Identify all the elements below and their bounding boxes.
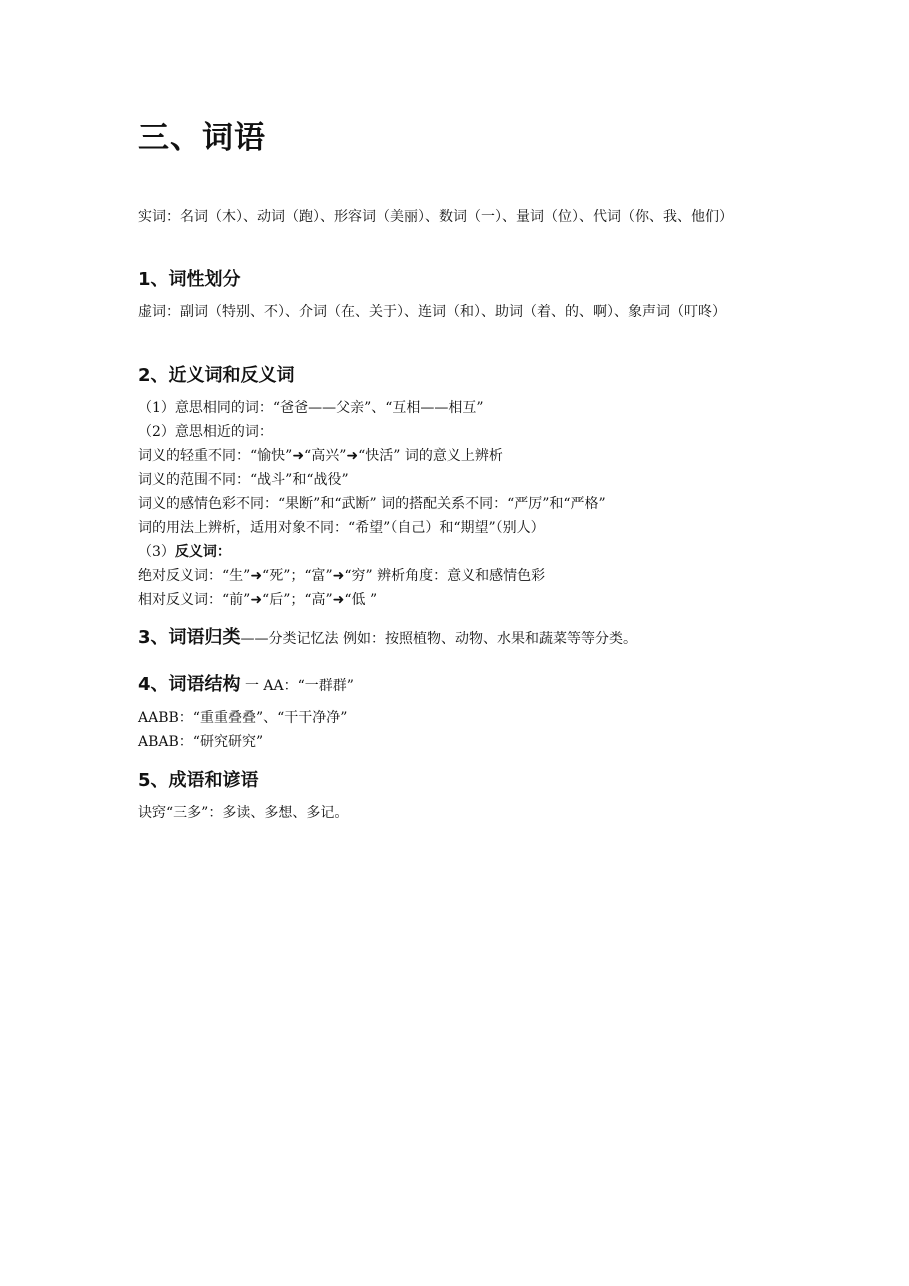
section-1-heading: 1、词性划分 xyxy=(138,269,241,290)
section-3-heading xyxy=(138,623,637,649)
section-4-heading xyxy=(138,670,354,696)
intro-text: 实词：名词（木）、动词（跑）、形容词（美丽）、数词（一）、量词（位）、代词（你、我、他们） xyxy=(138,209,733,225)
section-4-title: 4、词语结构 xyxy=(138,674,241,695)
antonym-prefix: （3） xyxy=(138,544,175,560)
section-2-line: 词义的范围不同：“战斗”和“战役” xyxy=(138,472,349,488)
section-2-heading: 2、近义词和反义词 xyxy=(138,365,295,386)
section-3-title: 3、词语归类 xyxy=(138,627,241,648)
section-2-line: （2）意思相近的词： xyxy=(138,424,273,440)
section-2-line: 词的用法上辨析，适用对象不同：“希望”（自己）和“期望”（别人） xyxy=(138,520,545,536)
section-2-line: （1）意思相同的词：“爸爸——父亲”、“互相——相互” xyxy=(138,400,484,416)
section-5-heading: 5、成语和谚语 xyxy=(138,770,259,791)
antonym-line: 相对反义词：“前”➜“后”；“高”➜“低 ” xyxy=(138,592,378,608)
section-1-text: 虚词：副词（特别、不）、介词（在、关于）、连词（和）、助词（着、的、啊）、象声词（叮咚） xyxy=(138,304,726,320)
section-5-text: 诀窍“三多”：多读、多想、多记。 xyxy=(138,805,349,821)
section-2-line: 词义的感情色彩不同：“果断”和“武断” 词的搭配关系不同：“严厉”和“严格” xyxy=(138,496,606,512)
section-4-line: AABB：“重重叠叠”、“干干净净” xyxy=(138,710,348,726)
section-4-tail: 一 AA：“一群群” xyxy=(240,678,354,694)
antonym-line: 绝对反义词：“生”➜“死”；“富”➜“穷” 辨析角度：意义和感情色彩 xyxy=(138,568,546,584)
antonym-label: 反义词： xyxy=(174,544,231,560)
section-2-line: 词义的轻重不同：“愉快”➜“高兴”➜“快活” 词的意义上辨析 xyxy=(138,448,503,464)
page-title: 三、词语 xyxy=(138,120,266,156)
section-3-tail: ——分类记忆法 例如：按照植物、动物、水果和蔬菜等等分类。 xyxy=(240,631,637,647)
antonym-label-line xyxy=(138,540,231,564)
section-4-line: ABAB：“研究研究” xyxy=(138,734,264,750)
